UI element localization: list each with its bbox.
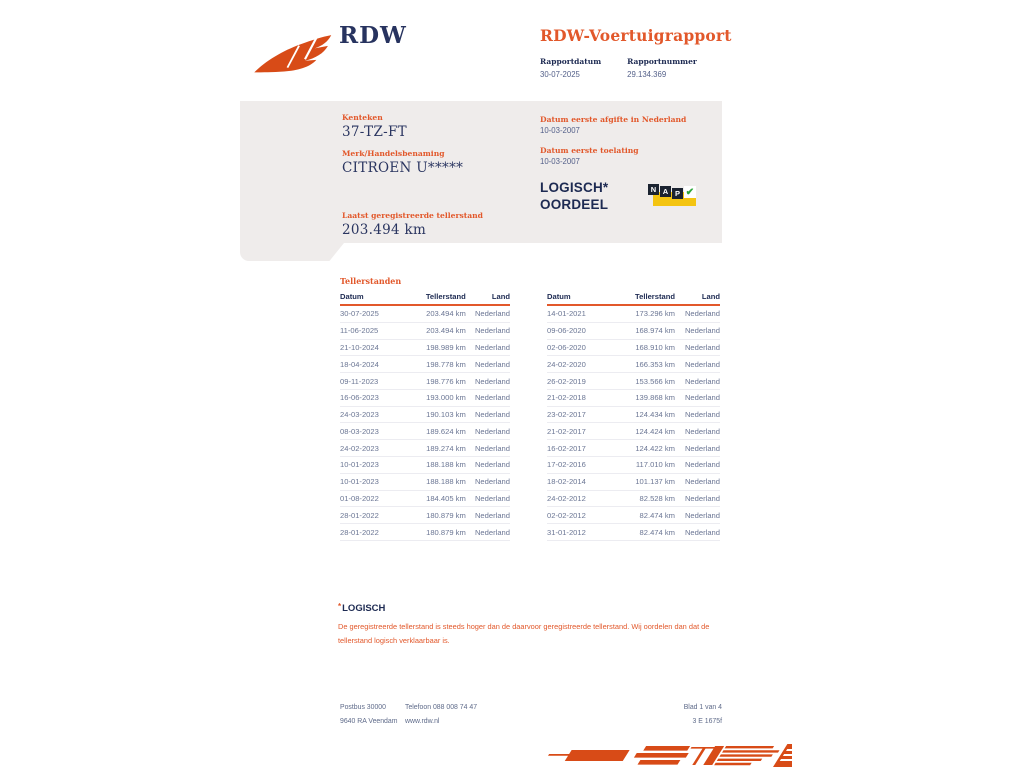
table-cell: 21-10-2024: [340, 339, 405, 356]
table-cell: 101.137 km: [613, 473, 675, 490]
table-cell: 188.188 km: [405, 473, 466, 490]
footer-address-line2: 9640 RA Veendam: [340, 718, 398, 725]
column-header-tellerstand: Tellerstand: [613, 290, 675, 305]
table-header-row: [340, 290, 510, 305]
table-row: [340, 406, 510, 423]
table-row: [547, 356, 720, 373]
table-row: [340, 440, 510, 457]
rdw-wing-logo: [252, 26, 336, 79]
table-cell: 02-06-2020: [547, 339, 613, 356]
table-cell: 24-03-2023: [340, 406, 405, 423]
report-number-block: [627, 57, 697, 79]
table-cell: 203.494 km: [405, 322, 466, 339]
table-cell: 166.353 km: [613, 356, 675, 373]
table-row: [547, 440, 720, 457]
table-row: [547, 457, 720, 474]
table-cell: Nederland: [466, 322, 510, 339]
table-cell: 18-02-2014: [547, 473, 613, 490]
table-cell: 10-01-2023: [340, 473, 405, 490]
footer-page-info: [600, 701, 722, 729]
footer-website: www.rdw.nl: [405, 718, 440, 725]
table-row: [340, 423, 510, 440]
oordeel-line2: OORDEEL: [540, 197, 609, 212]
table-row: [547, 473, 720, 490]
table-cell: Nederland: [675, 473, 720, 490]
table-row: [547, 524, 720, 541]
table-cell: Nederland: [675, 305, 720, 322]
table-cell: 124.434 km: [613, 406, 675, 423]
tellerstanden-table-left: [340, 290, 510, 541]
table-row: [547, 389, 720, 406]
nap-logo: [648, 184, 698, 210]
table-cell: Nederland: [466, 473, 510, 490]
table-cell: 193.000 km: [405, 389, 466, 406]
table-cell: 28-01-2022: [340, 524, 405, 541]
table-cell: Nederland: [466, 389, 510, 406]
tellerstand-value: 203.494 km: [342, 222, 427, 238]
table-cell: Nederland: [466, 339, 510, 356]
table-cell: 198.778 km: [405, 356, 466, 373]
nap-letter-a: A: [660, 186, 671, 197]
afgifte-value: 10-03-2007: [540, 126, 580, 135]
vehicle-panel-left-column: [342, 113, 532, 247]
table-cell: Nederland: [675, 322, 720, 339]
table-row: [340, 339, 510, 356]
table-cell: 24-02-2012: [547, 490, 613, 507]
table-cell: Nederland: [466, 406, 510, 423]
report-meta: [540, 57, 697, 79]
report-date-value: 30-07-2025: [540, 70, 580, 79]
table-cell: Nederland: [466, 305, 510, 322]
table-cell: 23-02-2017: [547, 406, 613, 423]
table-cell: 153.566 km: [613, 373, 675, 390]
table-cell: 24-02-2020: [547, 356, 613, 373]
table-cell: 139.868 km: [613, 389, 675, 406]
table-cell: 11-06-2025: [340, 322, 405, 339]
merk-value: CITROEN U*****: [342, 160, 464, 176]
footnote-title-text: LOGISCH: [342, 603, 386, 614]
footnote-title: [338, 602, 732, 614]
table-cell: Nederland: [675, 440, 720, 457]
logisch-footnote: [338, 602, 732, 648]
tellerstand-label: Laatst geregistreerde tellerstand: [342, 211, 483, 220]
oordeel-line1: LOGISCH*: [540, 180, 609, 195]
table-cell: 180.879 km: [405, 524, 466, 541]
merk-label: Merk/Handelsbenaming: [342, 149, 445, 158]
bottom-wing-decoration: [540, 743, 792, 774]
kenteken-value: 37-TZ-FT: [342, 124, 407, 140]
table-cell: 188.188 km: [405, 457, 466, 474]
column-header-tellerstand: Tellerstand: [405, 290, 466, 305]
table-cell: 24-02-2023: [340, 440, 405, 457]
table-cell: 198.989 km: [405, 339, 466, 356]
table-row: [340, 457, 510, 474]
table-row: [547, 490, 720, 507]
table-cell: 28-01-2022: [340, 507, 405, 524]
table-cell: 203.494 km: [405, 305, 466, 322]
table-cell: 21-02-2017: [547, 423, 613, 440]
table-cell: 09-06-2020: [547, 322, 613, 339]
footer-address-line1: Postbus 30000: [340, 704, 386, 711]
vehicle-panel-tab: [240, 243, 344, 261]
table-row: [340, 305, 510, 322]
footer-address: [340, 701, 397, 729]
table-row: [340, 524, 510, 541]
table-row: [547, 507, 720, 524]
table-cell: 82.528 km: [613, 490, 675, 507]
report-number-label: Rapportnummer: [627, 57, 697, 66]
table-cell: 16-06-2023: [340, 389, 405, 406]
table-cell: Nederland: [675, 524, 720, 541]
table-cell: 26-02-2019: [547, 373, 613, 390]
table-cell: 190.103 km: [405, 406, 466, 423]
column-header-land: Land: [466, 290, 510, 305]
afgifte-label: Datum eerste afgifte in Nederland: [540, 115, 687, 124]
table-cell: 184.405 km: [405, 490, 466, 507]
vehicle-summary-panel: [240, 101, 722, 243]
report-date-block: [540, 57, 601, 79]
table-cell: 16-02-2017: [547, 440, 613, 457]
footnote-text: De geregistreerde tellerstand is steeds hoger dan de daarvoor geregistreerde tellerstand. Wij oordelen dan dat de tellerstand logisch verklaarbaar is.: [338, 622, 710, 645]
table-cell: 09-11-2023: [340, 373, 405, 390]
table-cell: Nederland: [466, 457, 510, 474]
nap-letter-n: N: [648, 184, 659, 195]
column-header-datum: Datum: [547, 290, 613, 305]
report-number-value: 29.134.369: [627, 70, 667, 79]
table-cell: 17-02-2016: [547, 457, 613, 474]
table-cell: 01-08-2022: [340, 490, 405, 507]
wing-icon: [252, 26, 336, 74]
table-cell: Nederland: [675, 339, 720, 356]
column-header-datum: Datum: [340, 290, 405, 305]
table-cell: Nederland: [675, 406, 720, 423]
table-cell: Nederland: [466, 373, 510, 390]
table-row: [547, 406, 720, 423]
table-cell: Nederland: [675, 373, 720, 390]
table-cell: 168.910 km: [613, 339, 675, 356]
footer-page-indicator: Blad 1 van 4: [683, 704, 722, 711]
table-cell: Nederland: [675, 389, 720, 406]
nap-check-icon: ✔: [685, 186, 695, 198]
footer-form-code: 3 E 1675f: [692, 718, 722, 725]
table-header-row: [547, 290, 720, 305]
footnote-asterisk: *: [338, 602, 342, 611]
table-cell: 02-02-2012: [547, 507, 613, 524]
table-cell: Nederland: [675, 507, 720, 524]
table-cell: Nederland: [675, 457, 720, 474]
nap-letter-p: P: [672, 188, 683, 199]
table-row: [547, 423, 720, 440]
tellerstanden-table-right: [547, 290, 720, 541]
table-cell: Nederland: [466, 490, 510, 507]
table-row: [340, 473, 510, 490]
toelating-value: 10-03-2007: [540, 157, 580, 166]
table-cell: 189.274 km: [405, 440, 466, 457]
table-row: [547, 305, 720, 322]
table-cell: 82.474 km: [613, 524, 675, 541]
wing-stripes-icon: [540, 743, 792, 769]
table-cell: Nederland: [675, 356, 720, 373]
table-row: [547, 339, 720, 356]
table-cell: 180.879 km: [405, 507, 466, 524]
table-cell: Nederland: [466, 524, 510, 541]
table-row: [547, 373, 720, 390]
table-cell: Nederland: [466, 440, 510, 457]
table-cell: 189.624 km: [405, 423, 466, 440]
table-row: [547, 322, 720, 339]
table-cell: Nederland: [675, 490, 720, 507]
table-cell: Nederland: [675, 423, 720, 440]
tellerstanden-title: Tellerstanden: [340, 276, 402, 286]
table-cell: 124.422 km: [613, 440, 675, 457]
table-cell: Nederland: [466, 507, 510, 524]
table-cell: 21-02-2018: [547, 389, 613, 406]
footer-phone: Telefoon 088 008 74 47: [405, 704, 478, 711]
brand-wordmark: RDW: [339, 22, 407, 49]
table-cell: 173.296 km: [613, 305, 675, 322]
column-header-land: Land: [675, 290, 720, 305]
table-cell: 30-07-2025: [340, 305, 405, 322]
table-cell: 117.010 km: [613, 457, 675, 474]
report-date-label: Rapportdatum: [540, 57, 602, 66]
table-cell: 31-01-2012: [547, 524, 613, 541]
table-row: [340, 356, 510, 373]
table-cell: Nederland: [466, 423, 510, 440]
table-row: [340, 389, 510, 406]
footer-contact: [405, 701, 477, 729]
page-title: RDW-Voertuigrapport: [540, 26, 732, 45]
table-cell: 18-04-2024: [340, 356, 405, 373]
table-cell: 10-01-2023: [340, 457, 405, 474]
table-cell: 124.424 km: [613, 423, 675, 440]
table-row: [340, 322, 510, 339]
toelating-label: Datum eerste toelating: [540, 146, 639, 155]
kenteken-label: Kenteken: [342, 113, 383, 122]
table-cell: 168.974 km: [613, 322, 675, 339]
table-cell: 14-01-2021: [547, 305, 613, 322]
table-row: [340, 373, 510, 390]
table-cell: 82.474 km: [613, 507, 675, 524]
table-row: [340, 507, 510, 524]
table-cell: Nederland: [466, 356, 510, 373]
table-row: [340, 490, 510, 507]
table-cell: 08-03-2023: [340, 423, 405, 440]
table-cell: 198.776 km: [405, 373, 466, 390]
